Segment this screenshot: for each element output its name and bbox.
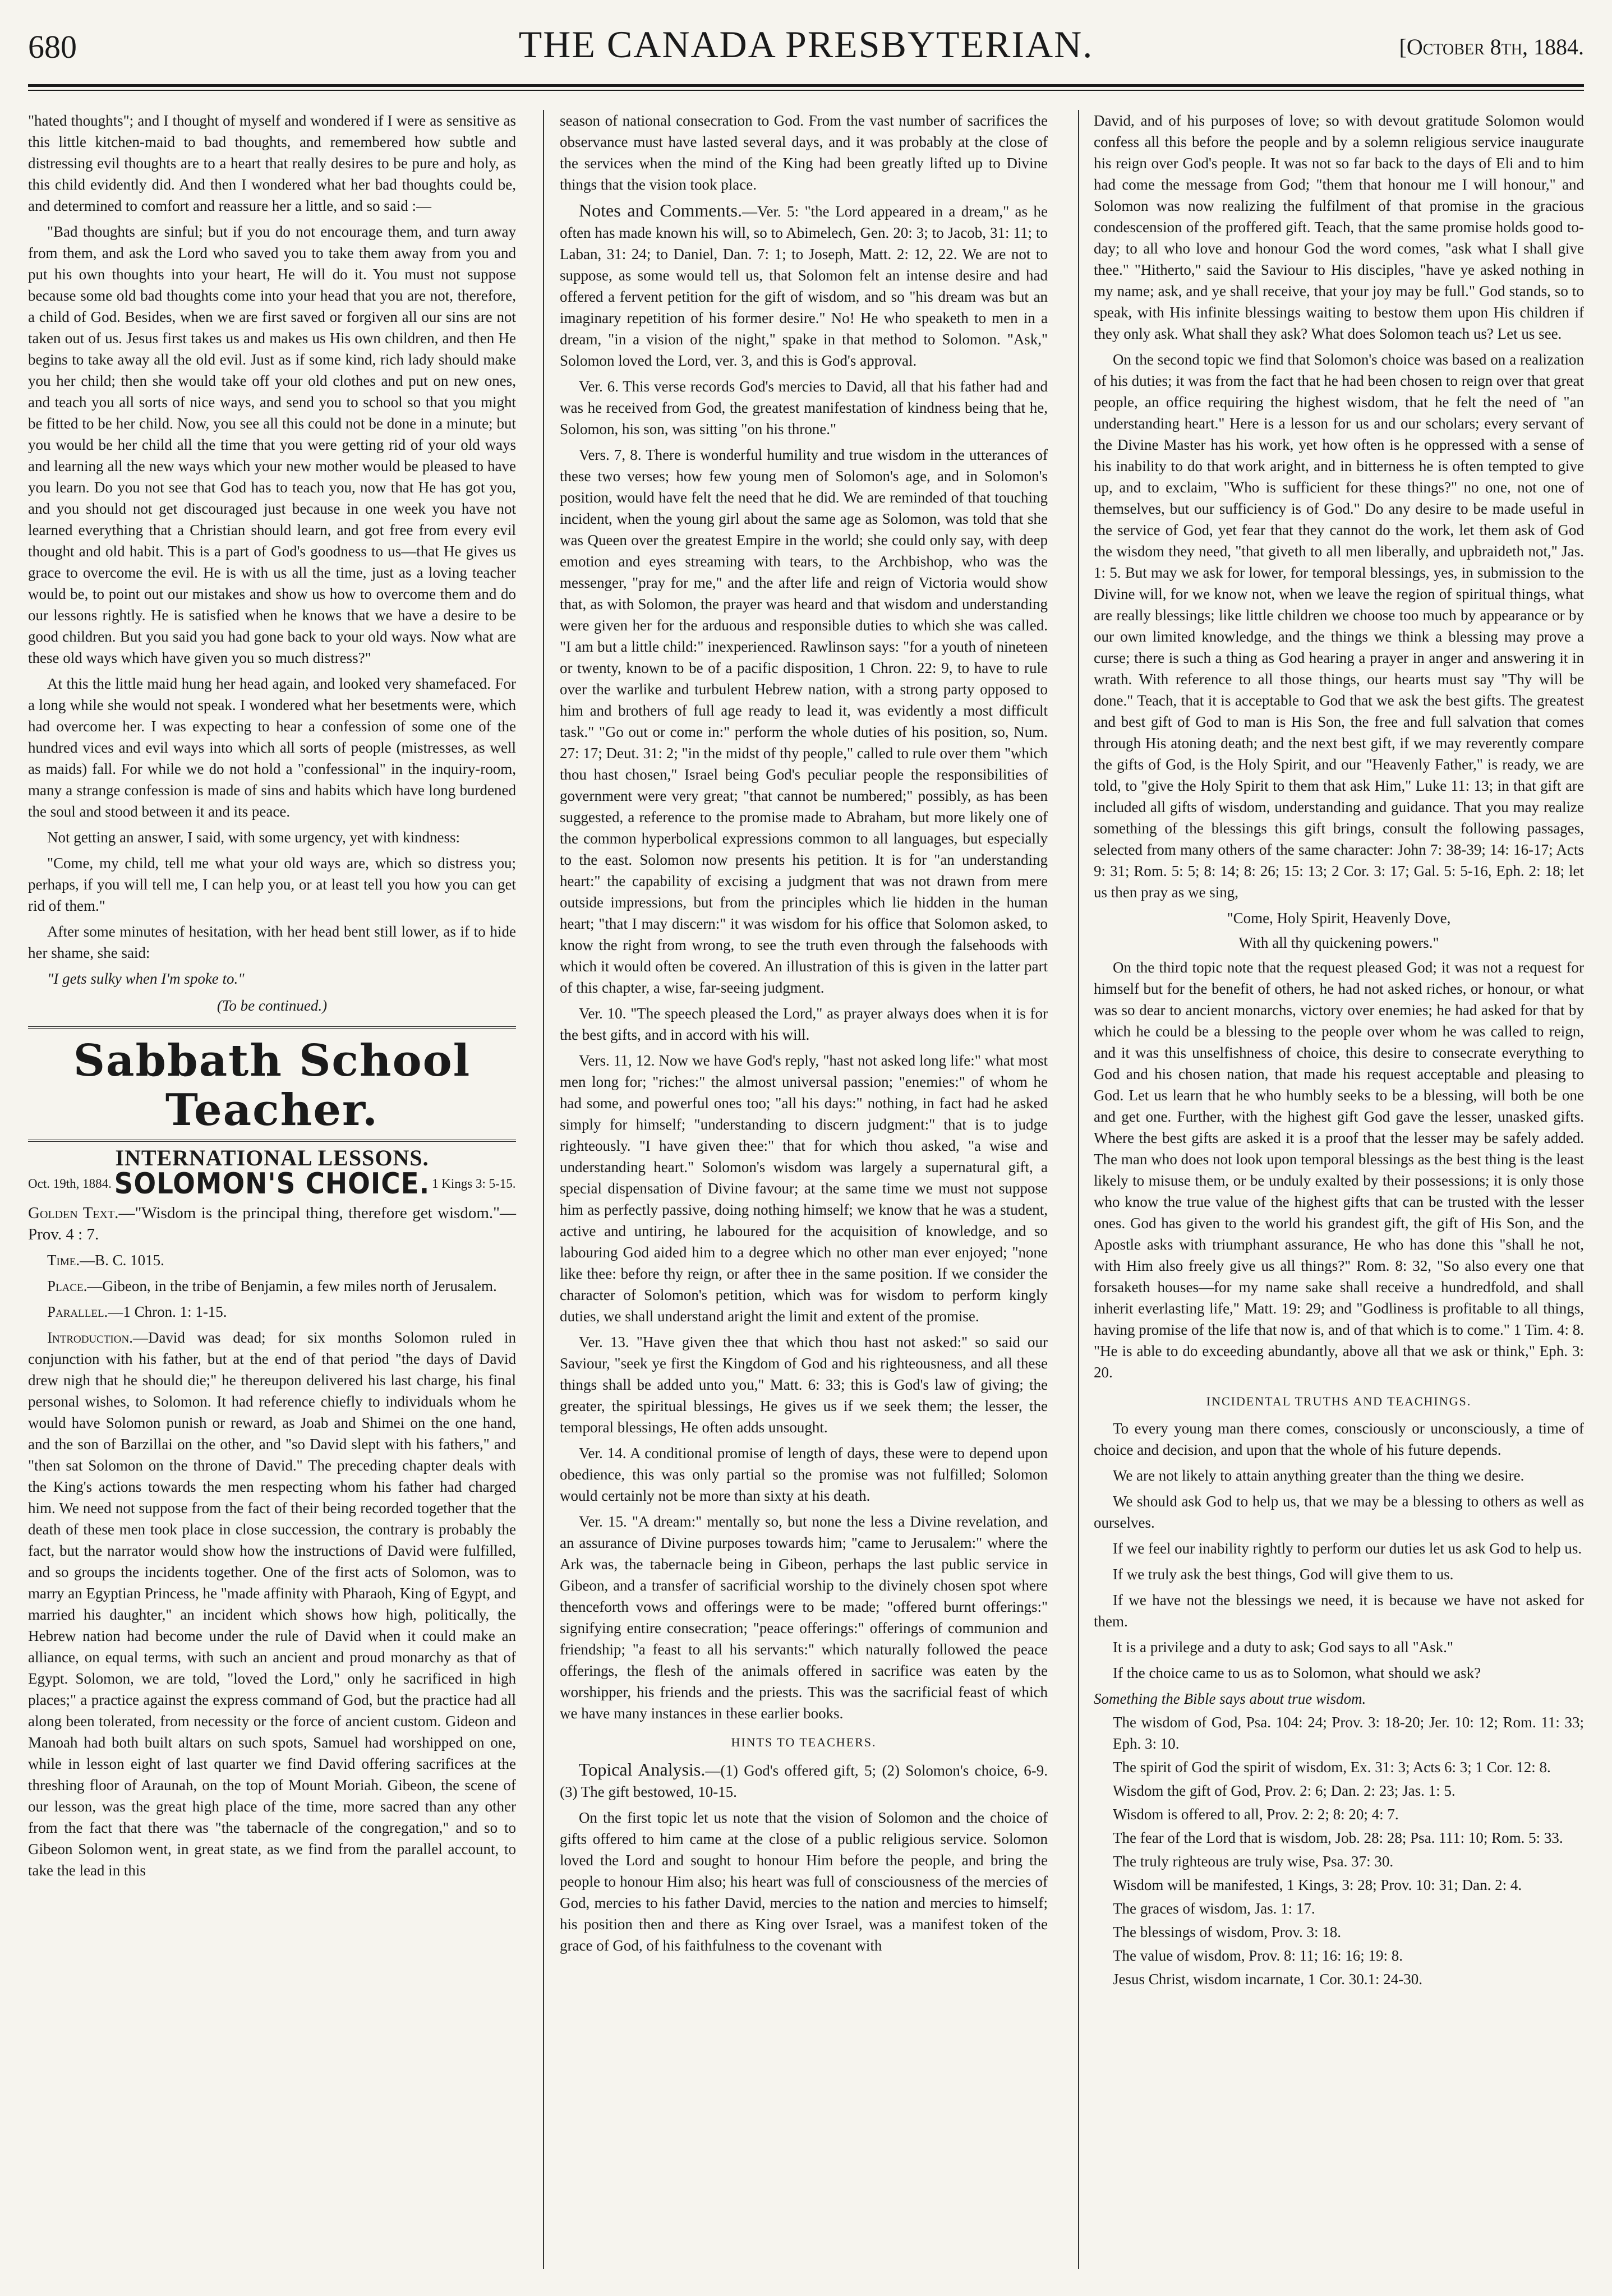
paragraph: Vers. 7, 8. There is wonderful humility and true wisdom in the utterances of these two verses; how few young men of Solomon's age, and in Solomon's position, would have felt the need that he did. We are reminded of that touching incident, when the young girl about the same age as Solomon, was told that she was Queen over the greatest Empire in the world; she could only say, with deep emotion and eyes streaming with tears, to the Archbishop, who was the messenger, "pray for me," and the after life and reign of Victoria would show that, as with Solomon, the prayer was heard and that wisdom and understanding were given her for the arduous and responsible duties to which she was called. "I am but a little child:" inexperienced. Rawlinson says: "for a youth of nineteen or twenty, known to be of a pacific disposition, 1 Chron. 22: 9, to have to rule over the warlike and turbulent Hebrew nation, with a strong party opposed to him and brothers of full age ready to lead it, was evidently a most difficult task." "Go out or come in:" perform the whole duties of his position, so, Num. 27: 17; Deut. 31: 2; "in the midst of thy people," called to rule over them "which thou hast chosen," Israel being God's peculiar people the responsibilities of government were very great; "that cannot be numbered;" possibly, as has been suggested, a reference to the promise made to Abraham, but more likely one of the common hyperbolical expressions common to all languages, but especially to the east. Solomon now presents his petition. It is for "an understanding heart:" the capability of excising a judgment that was not drawn from mere outside impressions, but from the principles which lie hidden in the human heart; "that I may discern:" it was wisdom for his office that Solomon asked, to know the right from wrong, to see the truth even through the falsehoods with which it would often be covered. An illustration of this is given in the latter part of this chapter, a wise, far-seeing judgment. bbox=[560, 446, 1048, 996]
list-item: The spirit of God the spirit of wisdom, Ex. 31: 3; Acts 6: 3; 1 Cor. 12: 8. bbox=[1113, 1759, 1551, 1776]
paragraph: Ver. 6. This verse records God's mercies to David, all that his father had and was he received from God, the greatest manifestation of kindness being that he, Solomon, his son, was sitting "on his throne." bbox=[560, 378, 1048, 437]
paragraph: Ver. 13. "Have given thee that which thou hast not asked:" so said our Saviour, "seek ye first the Kingdom of God and his righteousness, and all these things shall be added unto you," Matt. 6: 33; this is God's law of giving; the greater, the spiritual blessings, He gives us if we seek them; the lesser, the temporal blessings, He often adds unsought. bbox=[560, 1334, 1048, 1436]
to-be-continued: (To be continued.) bbox=[217, 997, 328, 1014]
list-item: Jesus Christ, wisdom incarnate, 1 Cor. 30.1: 24-30. bbox=[1113, 1971, 1422, 1988]
paragraph: On the third topic note that the request pleased God; it was not a request for himself but for the benefit of others, he had not asked riches, or honour, or what was so dear to ancient monarchs, victory over enemies; he had asked for that by which he could be a blessing to the people over whom he was called to reign, and it was this unselfishness of choice, this desire to consecrate everything to God and his chosen nation, that made his request acceptable and pleasing to God. Let us learn that he who humbly seeks to be a blessing, will both be one and get one. Further, with the highest gift God gave the lesser, unasked gifts. Where the best gifts are asked it is a proof that the lesser may be safely added. The man who does not look upon temporal blessings as the best thing is the least likely to misuse them, or be unduly exalted by their possessions; it is only those who know the true value of the highest gifts that can be trusted with the lesser ones. God has given to the world his grandest gift, the gift of His Son, and the Apostle asks with triumphant assurance, He who has done this "shall he not, with Him also freely give us all things?" Rom. 8: 32, "So also every one that forsaketh houses—for my name sake shall receive a hundredfold, and shall inherit everlasting life," Matt. 19: 29; and "Godliness is profitable to all things, having promise of the life that now is, and of that which is to come." 1 Tim. 4: 8. "He is able to do exceeding abundantly, above all that we ask or think," Eph. 3: 20. bbox=[1094, 959, 1584, 1381]
paragraph: If we truly ask the best things, God will give them to us. bbox=[1113, 1566, 1454, 1583]
paragraph: Not getting an answer, I said, with some urgency, yet with kindness: bbox=[47, 829, 460, 846]
section-banner bbox=[28, 1026, 516, 1142]
paragraph: On the second topic we find that Solomon's choice was based on a realization of his duties; it was from the fact that he had been chosen to reign over that great people, an office requiring the highest wisdom, that he felt the need of "an understanding heart." Here is a lesson for us and our scholars; every servant of the Divine Master has his work, yet how often is he oppressed with a sense of his inability to do that work aright, and in bitterness he is often tempted to give up, and to exclaim, "Who is sufficient for these things?" no one, not one of themselves, but our sufficiency is of God." Do any desire to be made useful in the service of God, yet fear that they cannot do the work, let them ask of God the wisdom they need, "that giveth to all men liberally, and upbraideth not," Jas. 1: 5. But may we ask for lower, for temporal blessings, yes, in submission to the Divine will, for we know not, when we leave the region of spiritual things, what are really blessings; like little children we choose too much by appearance or by our own limited knowledge, and the things we think a blessing may prove a curse; there is such a thing as God hearing a prayer in anger and answering it in wrath. With reference to all those things, our hearts must say "Thy will be done." Teach, that it is acceptable to God that we ask the best gifts. The greatest and best gift of God to man is His Son, the free and full salvation that comes through His atoning death; and the next best gift, if we may reverently compare the gifts of God, is the Holy Spirit, and our "Heavenly Father," is ready, we are told, to "give the Holy Spirit to them that ask Him," Luke 11: 13; in that gift are included all gifts of wisdom, understanding and guidance. That you may realize something of the blessings this gift brings, consult the following passages, selected from many others of the same character: John 7: 38-39; 14: 16-17; Acts 9: 31; Rom. 5: 5; 8: 14; 8: 26; 15: 13; 2 Cor. 3: 17; Gal. 5: 5-16, Eph. 2: 18; let us then pray as we sing, bbox=[1094, 351, 1584, 901]
header-rule bbox=[28, 84, 1584, 87]
paragraph: To every young man there comes, consciously or unconsciously, a time of choice and decision, and upon that the whole of his future depends. bbox=[1094, 1420, 1584, 1458]
lesson-date: Oct. 19th, 1884. bbox=[28, 1177, 112, 1191]
quote: "I gets sulky when I'm spoke to." bbox=[47, 970, 245, 987]
golden-text: Golden Text.—"Wisdom is the principal thing, therefore get wisdom."—Prov. 4 : 7. bbox=[28, 1204, 516, 1243]
introduction: Introduction.—David was dead; for six months Solomon ruled in conjunction with his father, but at the end of that period "the days of David drew nigh that he should die;" he thereupon delivered his last charge, his final personal wishes, to Solomon. It had reference chiefly to individuals whom he would have Solomon punish or reward, as Joab and Shimei on the one hand, and the son of Barzillai on the other, and "so David slept with his fathers," and "then sat Solomon on the throne of David." The preceding chapter deals with the King's actions towards the men respecting whom his father had charged him. We need not suppose from the fact of their being recorded together that the death of these men took place in close succession, the contrary is probably the fact, but the narrator would show how the instructions of David were fulfilled, and so groups the incidents together. One of the first acts of Solomon, was to marry an Egyptian Princess, he "made affinity with Pharaoh, King of Egypt, and married his daughter," an incident which shows how high, politically, the Hebrew nation had become under the rule of David when it could make an alliance, on equal terms, with such an ancient and proud monarchy as that of Egypt. Solomon, we are told, "loved the Lord," only he sacrificed in high places;" a practice against the express command of God, but the practice had all along been tolerated, from necessity or the force of ancient custom. Gideon and Manoah had both built altars on such spots, Samuel had worshipped on one, while in lesson eight of last quarter we find David offering sacrifices at the threshing floor of Araunah, on the top of Mount Moriah. Gibeon, the scene of our lesson, was the great high place of the time, more sacred than any other from the fact that there was "the tabernacle of the congregation," and so to Gibeon Solomon went, in great state, as we find from the parallel account, to take the lead in this bbox=[28, 1329, 516, 1879]
hymn-line: "Come, Holy Spirit, Heavenly Dove, bbox=[1227, 910, 1451, 926]
paragraph: If the choice came to us as to Solomon, what should we ask? bbox=[1113, 1665, 1481, 1681]
masthead bbox=[28, 22, 1584, 71]
incidental-heading: INCIDENTAL TRUTHS AND TEACHINGS. bbox=[1206, 1394, 1472, 1408]
lesson-title: SOLOMON'S CHOICE. bbox=[114, 1167, 430, 1201]
lessons-heading: INTERNATIONAL LESSONS. bbox=[115, 1145, 429, 1170]
notes-and-comments: Notes and Comments.—Ver. 5: "the Lord appeared in a dream," as he often has made known his will, so to Abimelech, Gen. 20: 3; to Jacob, 31: 11; to Laban, 31: 24; to Daniel, Dan. 7: 1; to Joseph, Matt. 2: 12, 22. We are not to suppose, as some would tell us, that Solomon felt an intense desire and had offered a fervent petition for the gift of wisdom, and so "his dream was but an imaginary repetition of his former desire." No! He who speaketh to men in a dream, "in a vision of the night," spake in that method to Solomon. "Ask," Solomon loved the Lord, ver. 3, and this is God's approval. bbox=[560, 200, 1048, 369]
paragraph: Ver. 15. "A dream:" mentally so, but none the less a Divine revelation, and an assurance of Divine purposes towards him; "came to Jerusalem:" where the Ark was, the tabernacle being in Gibeon, perhaps the last public service in Gibeon, and a transfer of sacrificial worship to the divinely chosen spot where thenceforth vows and offerings were to be made; "offered burnt offerings:" signifying entire consecration; "peace offerings:" offerings of communion and friendship; "a feast to all his servants:" which naturally followed the peace offerings, the flesh of the animals offered in sacrifice was eaten by the worshipper, his friends and the priests. This was the sacrificial feast of which we have many instances in these earlier books. bbox=[560, 1513, 1048, 1722]
lesson-reference: 1 Kings 3: 5-15. bbox=[432, 1177, 516, 1191]
column-divider bbox=[543, 110, 544, 2269]
paragraph: If we have not the blessings we need, it is because we have not asked for them. bbox=[1094, 1592, 1584, 1630]
list-item: The wisdom of God, Psa. 104: 24; Prov. 3: 18-20; Jer. 10: 12; Rom. 11: 33; Eph. 3: 10. bbox=[1113, 1714, 1584, 1752]
paragraph: "hated thoughts"; and I thought of myself and wondered if I were as sensitive as this little kitchen-maid to bad thoughts, and remembered how subtle and distressing evil thoughts are to a heart that really desires to be pure and holy, as this child evidently did. And then I wondered what her bad thoughts could be, and determined to comfort and reassure her a little, and so said :— bbox=[28, 112, 516, 214]
column-1 bbox=[28, 110, 516, 1885]
topical-analysis: Topical Analysis.—(1) God's offered gift, 5; (2) Solomon's choice, 6-9. (3) The gift bestowed, 10-15. bbox=[560, 1759, 1048, 1800]
paragraph: season of national consecration to God. From the vast number of sacrifices the observance must have lasted several days, and it was probably at the close of the services when the mind of the King had been greatly lifted up to Divine things that the vision took place. bbox=[560, 112, 1048, 193]
lesson-heading bbox=[28, 1167, 516, 1201]
list-item: The blessings of wisdom, Prov. 3: 18. bbox=[1113, 1924, 1341, 1940]
hymn-line: With all thy quickening powers." bbox=[1238, 934, 1439, 951]
newspaper-title: THE CANADA PRESBYTERIAN. bbox=[518, 23, 1094, 66]
paragraph: It is a privilege and a duty to ask; God says to all "Ask." bbox=[1113, 1639, 1453, 1656]
paragraph: Vers. 11, 12. Now we have God's reply, "hast not asked long life:" what most men long for; "riches:" the almost universal passion; "enemies:" of whom he had some, and powerful ones too; "all his days:" nothing, in fact had he asked simply for himself; "understanding to discern judgment:" that is to judge righteously. "I have given thee:" that for which thou asked, "a wise and understanding heart." Solomon's wisdom was largely a supernatural gift, a special dispensation of Divine favour; at the same time we must not suppose him as perfectly passive, doing nothing himself; we know that he was a student, active and untiring, he laboured for the acquisition of knowledge, and so labouring God aided him to a degree which no other man ever enjoyed; "none like thee: before thy reign, or after thee in the same position. If we consider the character of Solomon's petition, which was for wisdom to perform kingly duties, we shall understand aright the limit and extent of the promise. bbox=[560, 1052, 1048, 1325]
paragraph: "Come, my child, tell me what your old ways are, which so distress you; perhaps, if you will tell me, I can help you, or at least tell you how you can get rid of them." bbox=[28, 855, 516, 914]
section-title: Sabbath School Teacher. bbox=[73, 1035, 471, 1136]
paragraph: After some minutes of hesitation, with her head bent still lower, as if to hide her shame, she said: bbox=[28, 923, 516, 961]
header-rule-thin bbox=[28, 90, 1584, 91]
reference-list bbox=[1094, 1688, 1584, 1990]
column-3 bbox=[1094, 110, 1584, 1992]
list-item: The graces of wisdom, Jas. 1: 17. bbox=[1113, 1900, 1315, 1917]
list-item: The value of wisdom, Prov. 8: 11; 16: 16; 19: 8. bbox=[1113, 1947, 1403, 1964]
paragraph: David, and of his purposes of love; so with devout gratitude Solomon would confess all this before the people and by a solemn religious service inaugurate his reign over God's people. It was not so far back to the days of Eli and to him had come the message from God; "them that honour me I will honour," and Solomon was now realizing the fulfilment of that promise in the gracious condescension of the proffered gift. Teach, that the same promise holds good to-day; to all who love and honour God the word comes, "ask what I shall give thee." "Hitherto," said the Saviour to His disciples, "have ye asked nothing in my name; ask, and ye shall receive, that your joy may be full." God stands, so to speak, with His infinite blessings waiting to bestow them upon His children if they only ask. What shall they ask? What does Solomon teach us? Let us see. bbox=[1094, 112, 1584, 342]
paragraph: Ver. 14. A conditional promise of length of days, these were to depend upon obedience, this was only partial so the promise was not fulfilled; Solomon would certainly not be more than sixty at his death. bbox=[560, 1445, 1048, 1504]
paragraph: We are not likely to attain anything greater than the thing we desire. bbox=[1113, 1467, 1525, 1484]
list-item: Wisdom will be manifested, 1 Kings, 3: 28; Prov. 10: 31; Dan. 2: 4. bbox=[1113, 1877, 1522, 1893]
parallel: Parallel.—1 Chron. 1: 1-15. bbox=[47, 1303, 227, 1320]
paragraph: If we feel our inability rightly to perform our duties let us ask God to help us. bbox=[1113, 1540, 1582, 1557]
paragraph: We should ask God to help us, that we may be a blessing to others as well as ourselves. bbox=[1094, 1493, 1584, 1531]
paragraph: Ver. 10. "The speech pleased the Lord," as prayer always does when it is for the best gifts, and in accord with his will. bbox=[560, 1005, 1048, 1043]
list-item: Something the Bible says about true wisdom. bbox=[1094, 1690, 1366, 1707]
time: Time.—B. C. 1015. bbox=[47, 1252, 164, 1269]
hints-heading: HINTS TO TEACHERS. bbox=[731, 1735, 877, 1749]
issue-date: [October 8th, 1884. bbox=[1399, 34, 1584, 59]
list-item: The fear of the Lord that is wisdom, Job. 28: 28; Psa. 111: 10; Rom. 5: 33. bbox=[1113, 1829, 1563, 1846]
paragraph: On the first topic let us note that the vision of Solomon and the choice of gifts offered to him came at the close of a public religious service. Solomon loved the Lord and sought to honour Him before the people, and bring the people to honour Him also; his heart was full of consciousness of the mercies of God, mercies to his father David, mercies to the nation and mercies to himself; his position then and there as King over Israel, was a manifest token of the grace of God, of his faithfulness to the covenant with bbox=[560, 1809, 1048, 1954]
paragraph: At this the little maid hung her head again, and looked very shamefaced. For a long while she would not speak. I wondered what her besetments were, which had overcome her. I was expecting to hear a confession of some one of the hundred vices and evil ways into which all sorts of people (mistresses, as well as maids) fall. For while we do not hold a "confessional" in the inquiry-room, many a strange confession is made of sins and habits which have long burdened the soul and stood between it and its peace. bbox=[28, 675, 516, 820]
list-item: Wisdom the gift of God, Prov. 2: 6; Dan. 2: 23; Jas. 1: 5. bbox=[1113, 1782, 1456, 1799]
list-item: Wisdom is offered to all, Prov. 2: 2; 8: 20; 4: 7. bbox=[1113, 1806, 1399, 1823]
column-2 bbox=[560, 110, 1048, 1961]
list-item: The truly righteous are truly wise, Psa. 37: 30. bbox=[1113, 1853, 1394, 1870]
column-divider bbox=[1078, 110, 1079, 2269]
page-number: 680 bbox=[28, 29, 77, 65]
paragraph: "Bad thoughts are sinful; but if you do not encourage them, and turn away from them, and ask the Lord who saved you to take them away from you and put his own thoughts into your heart, He will do it. You must not suppose because some old bad thoughts come into your head that you are not, therefore, a child of God. Besides, when we are first saved or forgiven all our sins are not taken out of us. Jesus first takes us and makes us His own children, and then He begins to take away all the old evil. Just as if some kind, rich lady should make you her child; then she would take off your old clothes and put on new ones, and teach you all sorts of nice ways, and send you to school so that you might be fitted to be her child. Now, you see all this could not be done in a minute; but you would be her child all the time that you were getting rid of your old ways and learning all the new ways which your new mother would be pleased to have you learn. Do you not see that God has to teach you, now that He has got you, and you should not get discouraged just because in one week you have not learned everything that a Christian should learn, and got free from every evil thought and old habit. This is a part of God's goodness to us—that He gives us grace to overcome the evil. He is with us all the time, just as a loving teacher would be, to point out our mistakes and show us how to overcome them and do our lessons rightly. He is satisfied when he knows that we have a desire to be good children. But you said you had gone back to your old ways. Now what are these old ways which have given you so much distress?" bbox=[28, 223, 516, 666]
place: Place.—Gibeon, in the tribe of Benjamin, a few miles north of Jerusalem. bbox=[47, 1278, 497, 1294]
